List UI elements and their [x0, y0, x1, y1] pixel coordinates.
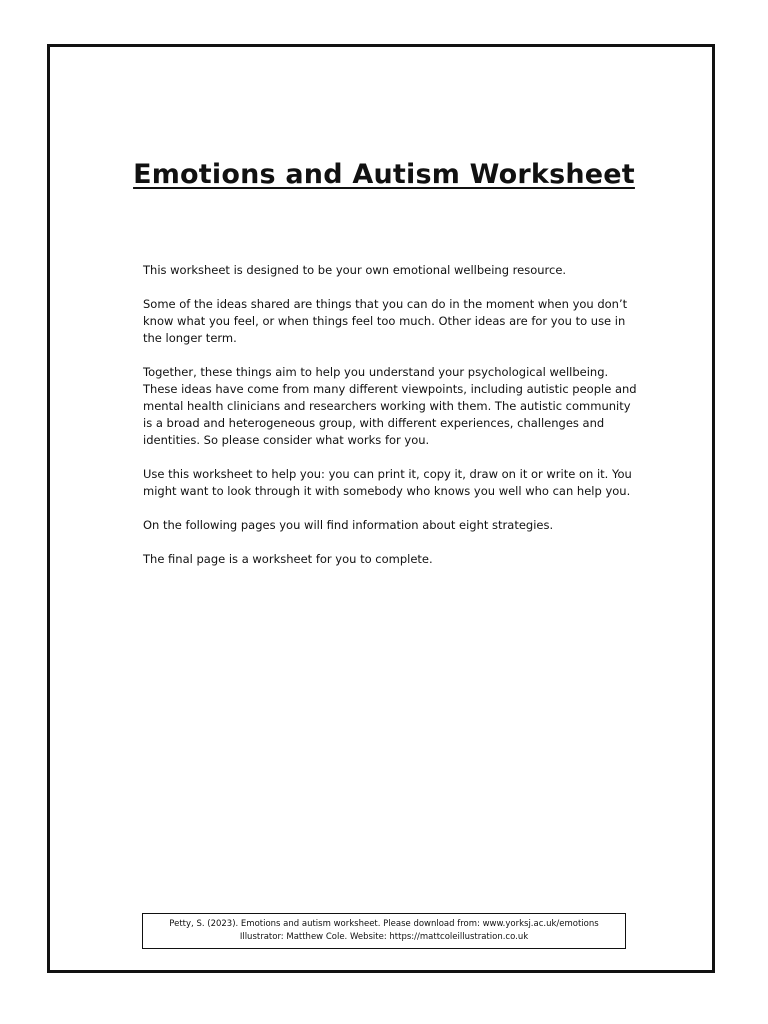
paragraph-usage: Use this worksheet to help you: you can print it, copy it, draw on it or write on it. You might want to look through it with somebody who knows you well who can help you.: [143, 467, 632, 498]
illustrator-credit: Illustrator: Matthew Cole. Website: https://mattcoleillustration.co.uk: [239, 932, 529, 942]
citation-text: Petty, S. (2023). Emotions and autism worksheet. Please download from: www.yorksj.ac.uk/emotions: [169, 919, 599, 929]
paragraph-together: Together, these things aim to help you understand your psychological wellbeing. These ideas have come from many different viewpoints, including autistic people and mental health clinicians and researchers working with them. The autistic community is a broad and heterogeneous group, with different experiences, challenges and identities. So please consider what works for you.: [143, 365, 637, 447]
paragraph-intro: This worksheet is designed to be your own emotional wellbeing resource.: [143, 263, 567, 277]
intro-text: [143, 262, 639, 585]
citation-box: [142, 913, 626, 949]
paragraph-strategies: On the following pages you will find information about eight strategies.: [143, 518, 554, 532]
page-title: Emotions and Autism Worksheet: [133, 159, 635, 191]
paragraph-final-page: The final page is a worksheet for you to complete.: [143, 552, 433, 566]
paragraph-ideas: Some of the ideas shared are things that you can do in the moment when you don’t know what you feel, or when things feel too much. Other ideas are for you to use in the longer term.: [143, 297, 628, 345]
